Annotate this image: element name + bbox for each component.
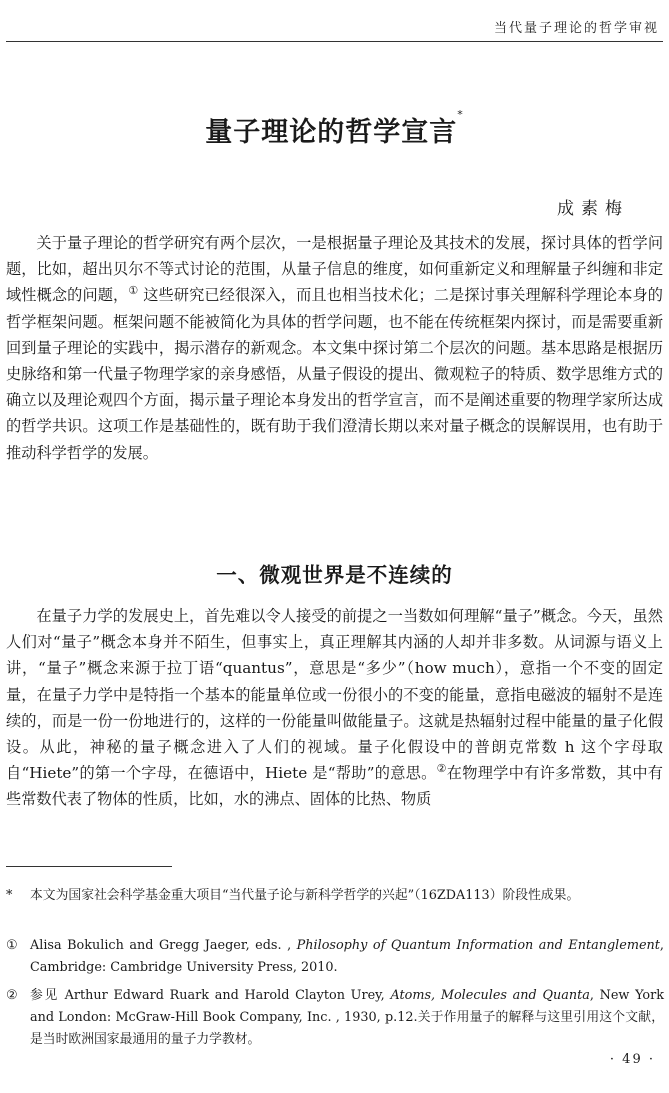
footnote-item [6, 885, 664, 907]
intro-paragraph [6, 230, 663, 466]
footnote-text: 参见 Arthur Edward Ruark and Harold Clayton Urey, [30, 988, 391, 1003]
footnote-text: 本文为国家社会科学基金重大项目“当代量子论与新科学哲学的兴起”（16ZDA113）阶段性成果。 [30, 888, 580, 903]
page-number: · 49 · [609, 1052, 655, 1067]
running-header: 当代量子理论的哲学审视 [493, 21, 659, 36]
body-text-b: 在物理学中有许多常数，其中有些常数代表了物体的性质，比如，水的沸点、固体的比热、物质 [6, 764, 663, 809]
footnote-mark: ② [6, 988, 18, 1003]
article-title [0, 110, 669, 149]
footnote-rule [6, 866, 172, 867]
header-rule [6, 41, 663, 42]
section-heading: 一、微观世界是不连续的 [216, 563, 453, 587]
body-paragraph [6, 603, 663, 813]
footnote-mark: * [6, 888, 13, 903]
footnote-ref-1: ① [128, 284, 139, 298]
footnote-text: Alisa Bokulich and Gregg Jaeger, eds. , [30, 938, 297, 953]
footnote-book-title: Atoms, Molecules and Quanta [390, 988, 590, 1003]
footnote-book-title: Philosophy of Quantum Information and Entanglement [296, 938, 660, 953]
article-title-text: 量子理论的哲学宣言 [205, 117, 458, 149]
footnote-text: , New York and London: McGraw-Hill Book Company, Inc. , 1930, p.12.关于作用量子的解释与这里引用这个文献，是当时欧洲国家最通用的量子力学教材。 [30, 988, 665, 1047]
footnote-mark: ① [6, 938, 18, 953]
footnote-item [6, 985, 665, 1051]
footnote-text: , Cambridge: Cambridge University Press, 2010. [30, 938, 664, 975]
body-text-a: 在量子力学的发展史上，首先难以令人接受的前提之一当数如何理解“量子”概念。今天，虽然人们对“量子”概念本身并不陌生，但事实上，真正理解其内涵的人却并非多数。从词源与语义上讲，“量子”概念来源于拉丁语“quantus”，意思是“多少”（how much），意指一个不变的固定量，在量子力学中是特指一个基本的能量单位或一份很小的不变的能量，意指电磁波的辐射不是连续的，而是一份一份地进行的，这样的一份能量叫做能量子。这就是热辐射过程中能量的量子化假设。从此，神秘的量子概念进入了人们的视域。量子化假设中的普朗克常数 h 这个字母取自“Hiete”的第一个字母，在德语中，Hiete 是“帮助”的意思。 [6, 607, 663, 783]
intro-text-a: 关于量子理论的哲学研究有两个层次，一是根据量子理论及其技术的发展，探讨具体的哲学问题，比如，超出贝尔不等式讨论的范围，从量子信息的维度，如何重新定义和理解量子纠缠和非定域性概念的问题， [6, 234, 663, 305]
intro-text-b: 这些研究已经很深入，而且也相当技术化；二是探讨事关理解科学理论本身的哲学框架问题。框架问题不能被简化为具体的哲学问题，也不能在传统框架内探讨，而是需要重新回到量子理论的实践中，揭示潜存的新观念。本文集中探讨第二个层次的问题。基本思路是根据历史脉络和第一代量子物理学家的亲身感悟，从量子假设的提出、微观粒子的特质、数学思维方式的确立以及理论观四个方面，揭示量子理论本身发出的哲学宣言，而不是阐述重要的物理学家所达成的哲学共识。这项工作是基础性的，既有助于我们澄清长期以来对量子概念的误解误用，也有助于推动科学哲学的发展。 [6, 286, 663, 462]
footnote-item [6, 935, 664, 979]
author-name: 成素梅 [557, 199, 629, 219]
title-note-mark: * [457, 108, 464, 122]
footnote-ref-2: ② [436, 762, 447, 776]
